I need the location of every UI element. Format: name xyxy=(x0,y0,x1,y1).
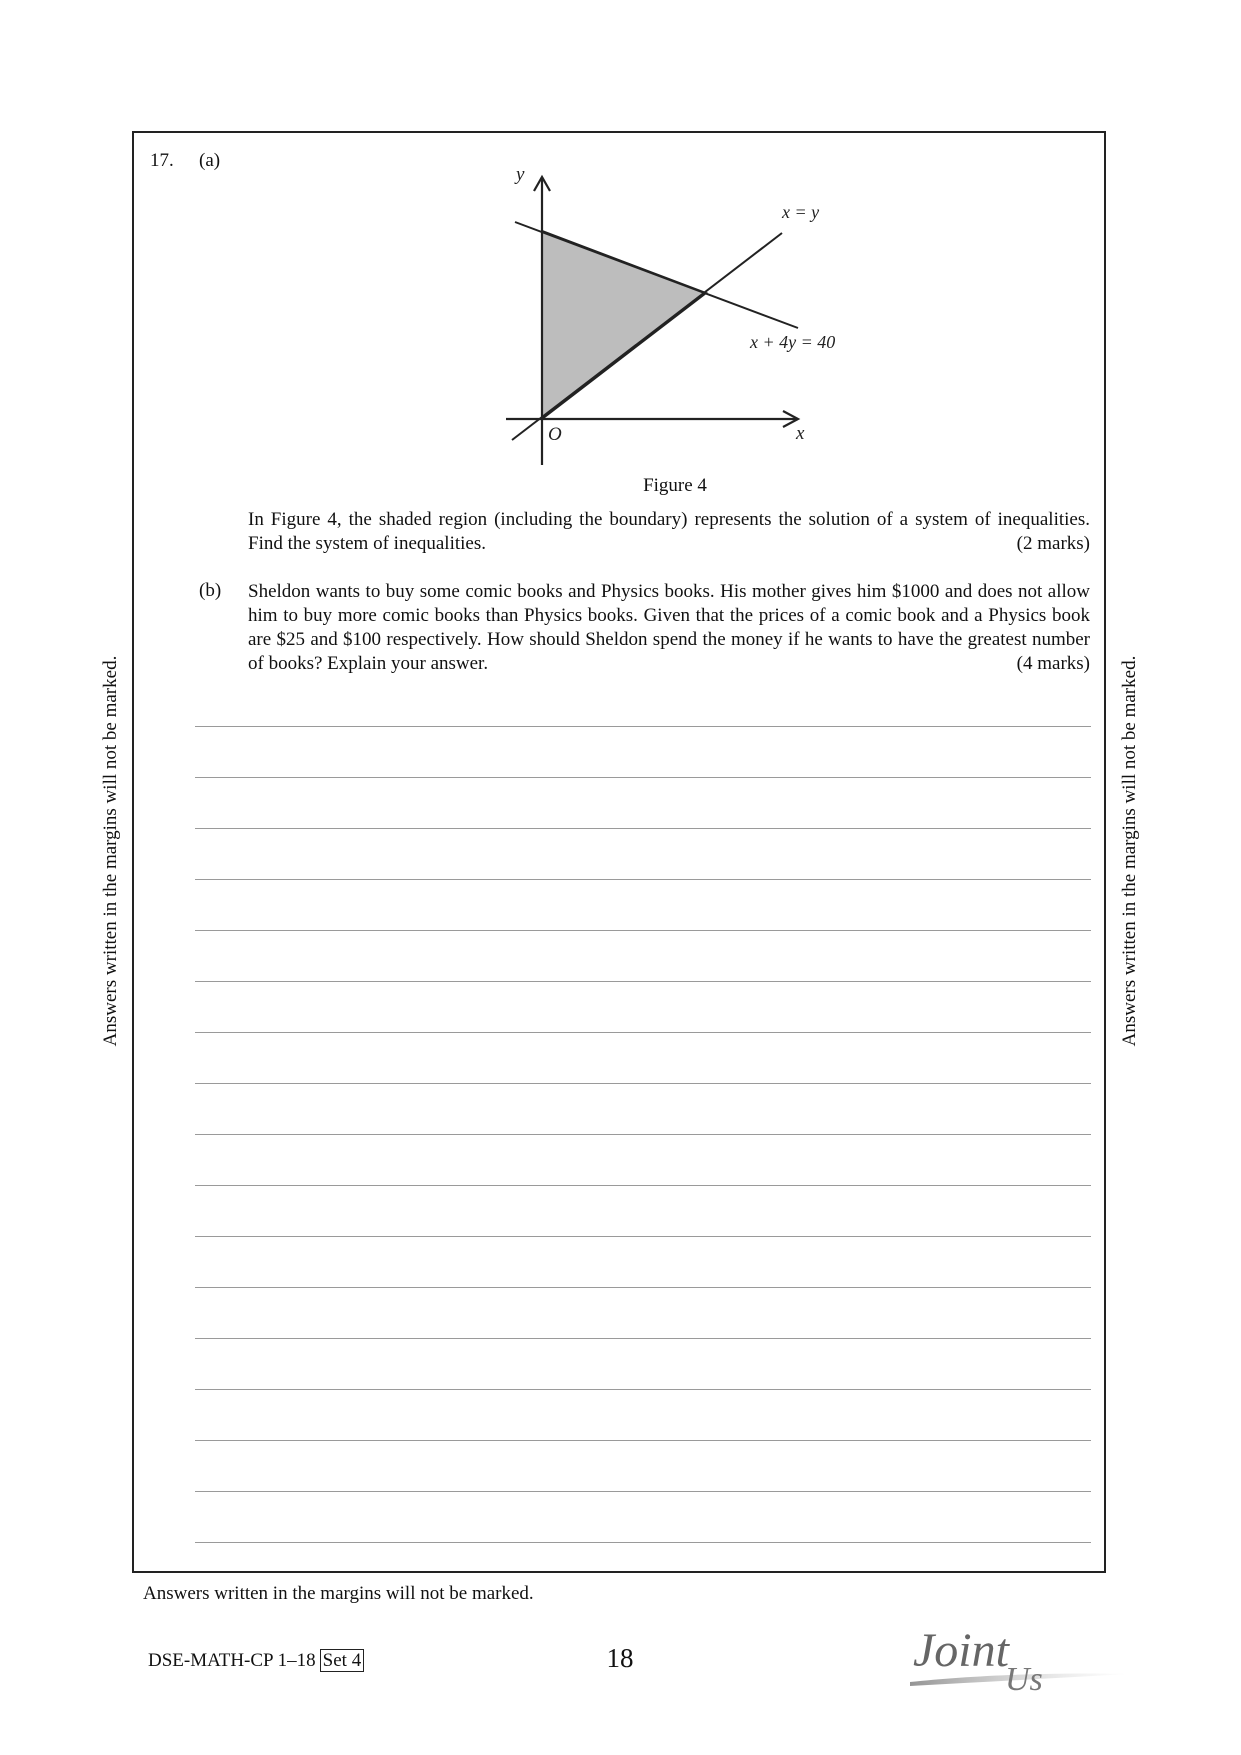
part-a-text xyxy=(248,508,1090,556)
part-b-label: (b) xyxy=(199,580,222,601)
y-axis-label: y xyxy=(516,165,525,185)
figure-caption: Figure 4 xyxy=(643,475,707,496)
answer-line[interactable] xyxy=(195,1389,1091,1440)
footer-paper-code xyxy=(148,1650,364,1672)
part-a-marks: (2 marks) xyxy=(1016,533,1090,554)
part-b-marks: (4 marks) xyxy=(1016,653,1090,674)
jointus-logo xyxy=(905,1620,1135,1700)
set-label: Set 4 xyxy=(320,1649,365,1672)
paper-code: DSE-MATH-CP 1–18 xyxy=(148,1650,316,1671)
answer-line[interactable] xyxy=(195,981,1091,1032)
origin-label: O xyxy=(548,424,562,445)
part-b-text xyxy=(248,580,1090,676)
left-margin-notice: Answers written in the margins will not be marked. xyxy=(100,655,121,1047)
answer-line[interactable] xyxy=(195,1440,1091,1491)
answer-line[interactable] xyxy=(195,726,1091,777)
answer-line[interactable] xyxy=(195,1236,1091,1287)
logo-text-top: Joint xyxy=(913,1624,1009,1677)
part-a-question: In Figure 4, the shaded region (including the boundary) represents the solution of a system of inequalities. Find the system of inequalities. xyxy=(248,509,1090,554)
bottom-margin-notice: Answers written in the margins will not be marked. xyxy=(143,1583,534,1604)
answer-line[interactable] xyxy=(195,1491,1091,1542)
part-b-question: Sheldon wants to buy some comic books and Physics books. His mother gives him $1000 and does not allow him to buy more comic books than Physics books. Given that the prices of a comic book and a Physics book are $25 and $100 respectively. How should Sheldon spend the money if he wants to have the greatest number of books? Explain your answer. xyxy=(248,581,1090,674)
shaded-region xyxy=(542,231,706,419)
line1-label: x = y xyxy=(782,202,820,222)
right-margin-notice: Answers written in the margins will not be marked. xyxy=(1119,655,1140,1047)
answer-line[interactable] xyxy=(195,1032,1091,1083)
x-axis-label: x xyxy=(796,423,805,444)
question-number: 17. xyxy=(150,150,174,171)
answer-line[interactable] xyxy=(195,879,1091,930)
answer-line[interactable] xyxy=(195,828,1091,879)
logo-text-bottom: Us xyxy=(1005,1661,1043,1698)
answer-line[interactable] xyxy=(195,1185,1091,1236)
answer-line[interactable] xyxy=(195,1083,1091,1134)
answer-line[interactable] xyxy=(195,777,1091,828)
part-a-label: (a) xyxy=(199,150,221,171)
answer-line[interactable] xyxy=(195,1338,1091,1389)
answer-line[interactable] xyxy=(195,930,1091,981)
answer-lines[interactable] xyxy=(195,726,1091,1593)
line2-label: x + 4y = 40 xyxy=(750,332,836,352)
figure-4 xyxy=(500,165,860,475)
answer-line[interactable] xyxy=(195,1287,1091,1338)
page-number: 18 xyxy=(606,1643,634,1673)
answer-line[interactable] xyxy=(195,1134,1091,1185)
